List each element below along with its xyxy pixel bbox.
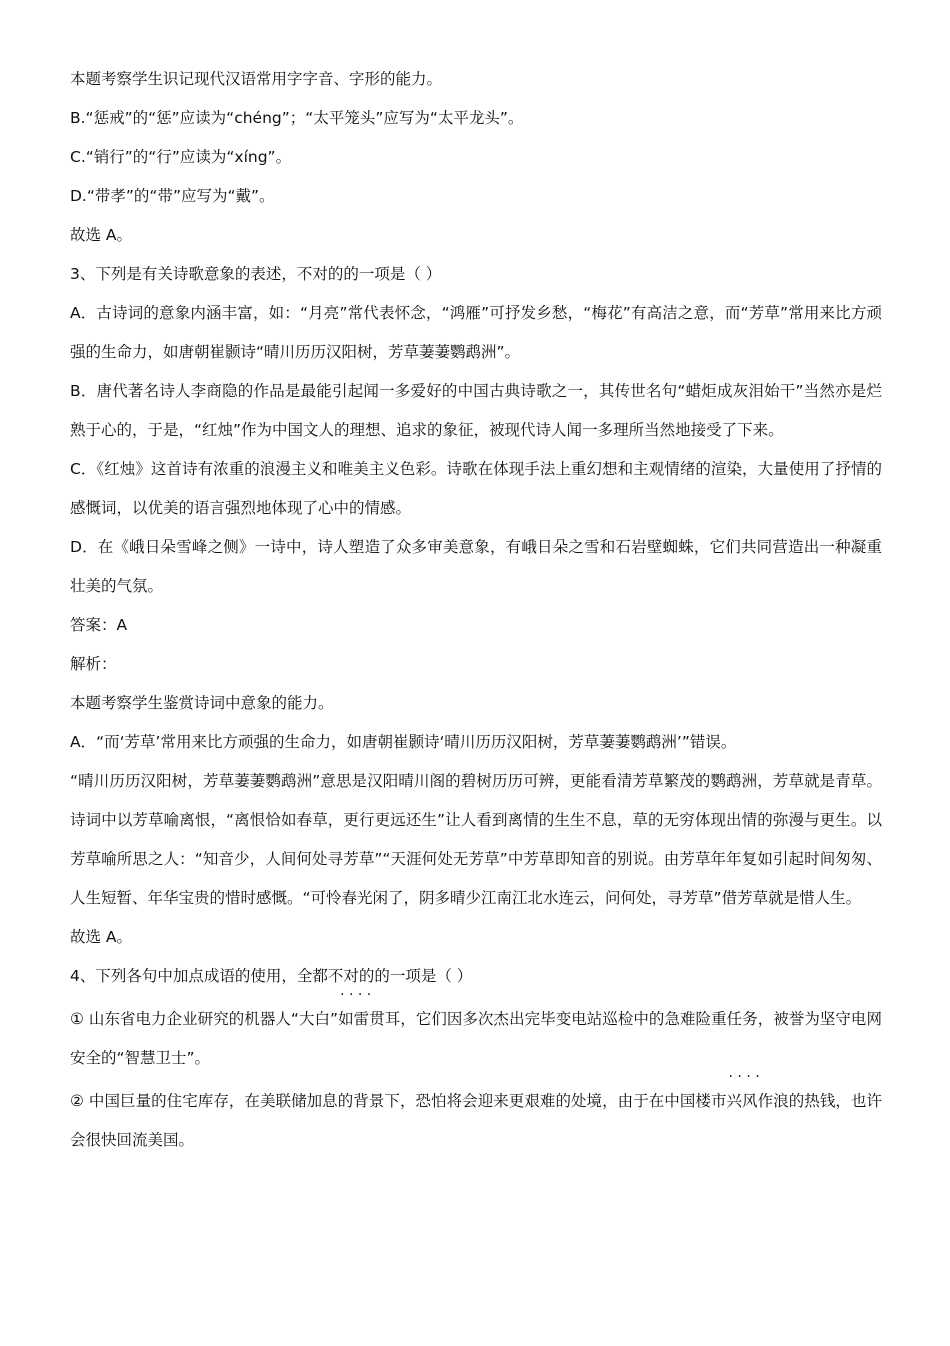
- item-text: ② 中国巨量的住宅库存，在美联储加息的背景下，恐怕将会迎来更艰难的处境，由于在中国楼市: [70, 1092, 727, 1110]
- text-line: A．“而‘芳草’常用来比方顽强的生命力，如唐朝崔颢诗‘晴川历历汉阳树，芳草萋萋鹦鹉洲’”错误。: [70, 733, 737, 751]
- question-4-stem: 4、下列各句中加点成语的使用，全都不对的的一项是（ ）: [70, 967, 473, 985]
- text-line: 故选 A。: [70, 226, 133, 244]
- answer-line: 答案：A: [70, 616, 128, 634]
- text-line: B.“惩戒”的“惩”应读为“chéng”；“太平笼头”应写为“太平龙头”。: [70, 109, 524, 127]
- dotted-idiom: · · · · 如雷贯耳: [338, 1010, 400, 1028]
- text-line: 本题考察学生鉴赏诗词中意象的能力。: [70, 694, 334, 712]
- question-3-option-a: A．古诗词的意象内涵丰富，如：“月亮”常代表怀念，“鸿雁”可抒发乡愁，“梅花”有高洁之意，而“芳草”常用来比方顽强的生命力，如唐朝崔颢诗“晴川历历汉阳树，芳草萋萋鹦鹉洲”。: [70, 304, 882, 361]
- question-4-item-2: [70, 1082, 882, 1160]
- analysis-paragraph: “晴川历历汉阳树，芳草萋萋鹦鹉洲”意思是汉阳晴川阁的碧树历历可辨，更能看清芳草繁茂的鹦鹉洲，芳草就是青草。诗词中以芳草喻离恨，“离恨恰如春草，更行更远还生”让人看到离情的生生不息，草的无穷体现出情的弥漫与更生。以芳草喻所思之人：“知音少，人间何处寻芳草”“天涯何处无芳草”中芳草即知音的别说。由芳草年年复如引起时间匆匆、人生短暂、年华宝贵的惜时感慨。“可怜春光闲了，阴多晴少江南江北水连云，问何处，寻芳草”借芳草就是惜人生。: [70, 772, 882, 907]
- item-text: 的热钱，也许会很快回流美国。: [70, 1092, 882, 1149]
- question-3-option-b: B．唐代著名诗人李商隐的作品是最能引起闻一多爱好的中国古典诗歌之一，其传世名句“蜡炬成灰泪始干”当然亦是烂熟于心的，于是，“红烛”作为中国文人的理想、追求的象征，被现代诗人闻一多理所当然地接受了下来。: [70, 382, 882, 439]
- item-text: ，它们因多次杰出完毕变电站巡检中的急难险重任务，被誉为坚守电网安全的“智慧卫士”。: [70, 1010, 882, 1067]
- text-line: C.“销行”的“行”应读为“xíng”。: [70, 148, 292, 166]
- text-line: D.“带孝”的“带”应写为“戴”。: [70, 187, 275, 205]
- dotted-idiom: · · · · 兴风作浪: [727, 1092, 789, 1110]
- text-line: 本题考察学生识记现代汉语常用字字音、字形的能力。: [70, 70, 443, 88]
- question-4-item-1: [70, 1000, 882, 1078]
- question-3-stem: 3、下列是有关诗歌意象的表述，不对的的一项是（ ）: [70, 265, 442, 283]
- analysis-heading: 解析：: [70, 655, 117, 673]
- question-3-option-c: C．《红烛》这首诗有浓重的浪漫主义和唯美主义色彩。诗歌在体现手法上重幻想和主观情绪的渲染，大量使用了抒情的感慨词，以优美的语言强烈地体现了心中的情感。: [70, 460, 882, 517]
- text-line: 故选 A。: [70, 928, 133, 946]
- question-3-option-d: D．在《峨日朵雪峰之侧》一诗中，诗人塑造了众多审美意象，有峨日朵之雪和石岩壁蜘蛛，它们共同营造出一种凝重壮美的气氛。: [70, 538, 882, 595]
- document-page: [70, 60, 882, 1160]
- item-text: ① 山东省电力企业研究的机器人“大白”: [70, 1010, 339, 1028]
